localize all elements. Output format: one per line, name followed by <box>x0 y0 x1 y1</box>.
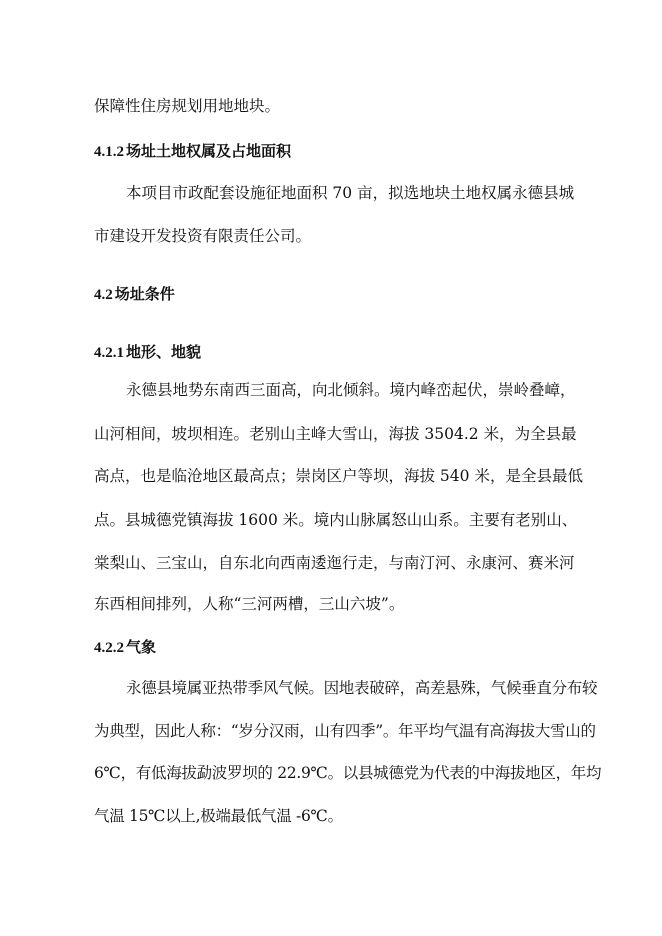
paragraph-line: 点。县城德党镇海拔 1600 米。境内山脉属怒山山系。主要有老别山、 <box>94 511 578 529</box>
paragraph-line: 永德县地势东南西三面高，向北倾斜。境内峰峦起伏，崇岭叠嶂， <box>126 381 576 399</box>
heading-number: 4.2.2 <box>94 640 124 656</box>
paragraph-line: 东西相间排列，人称“三河两槽，三山六坡”。 <box>94 595 405 613</box>
heading-title: 气象 <box>126 638 157 656</box>
heading-4-2 <box>94 284 175 305</box>
paragraph-line: 永德县境属亚热带季风气候。因地表破碎，高差悬殊，气候垂直分布较 <box>126 679 598 697</box>
heading-title: 场址土地权属及占地面积 <box>126 142 292 160</box>
heading-4-1-2 <box>94 141 291 162</box>
paragraph-line: 山河相间，坡坝相连。老别山主峰大雪山，海拔 3504.2 米，为全县最 <box>94 425 577 443</box>
heading-number: 4.1.2 <box>94 144 124 160</box>
heading-number: 4.2.1 <box>94 345 124 361</box>
heading-title: 场址条件 <box>114 285 175 303</box>
paragraph-line: 市建设开发投资有限责任公司。 <box>94 227 312 245</box>
paragraph-line: 气温 15℃以上,极端最低气温 -6℃。 <box>94 807 343 825</box>
heading-4-2-1 <box>94 342 201 363</box>
paragraph-line: 本项目市政配套设施征地面积 70 亩，拟选地块土地权属永德县城 <box>126 184 575 202</box>
heading-title: 地形、地貌 <box>126 343 202 361</box>
heading-4-2-2 <box>94 637 156 658</box>
intro-line: 保障性住房规划用地地块。 <box>94 97 281 115</box>
paragraph-line: 棠梨山、三宝山，自东北向西南逶迤行走，与南汀河、永康河、赛米河 <box>94 554 575 572</box>
paragraph-line: 为典型，因此人称：“岁分汉雨，山有四季”。年平均气温有高海拔大雪山的 <box>94 722 596 740</box>
paragraph-line: 6℃，有低海拔勐波罗坝的 22.9℃。以县城德党为代表的中海拔地区，年均 <box>94 764 602 782</box>
paragraph-line: 高点，也是临沧地区最高点；崇岗区户等坝，海拔 540 米，是全县最低 <box>94 467 583 485</box>
heading-number: 4.2 <box>94 287 113 303</box>
